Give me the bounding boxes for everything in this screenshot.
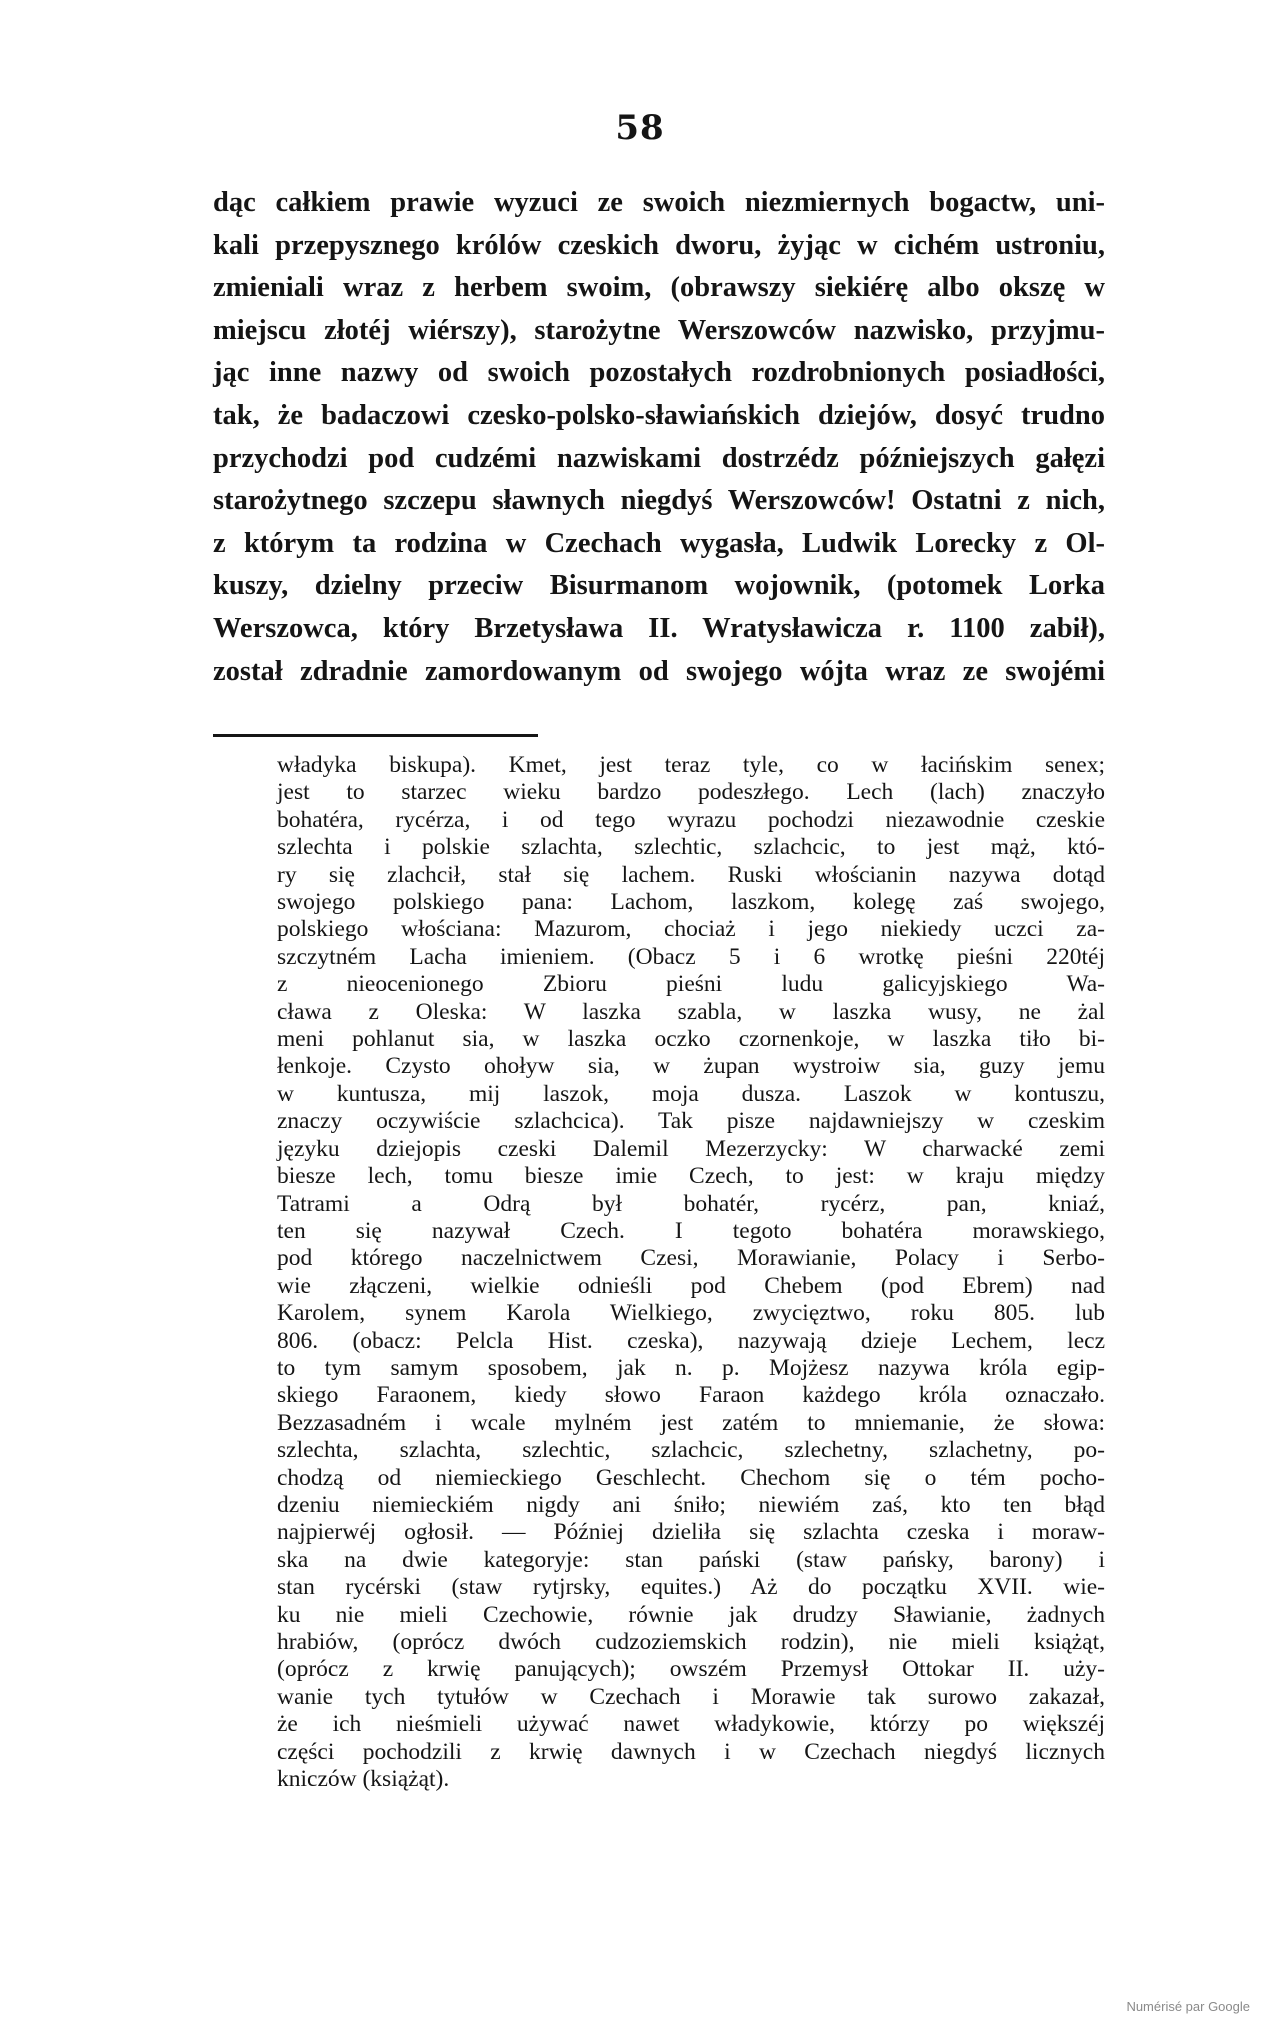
main-line: jąc inne nazwy od swoich pozostałych rozdrobnionych posiadłości, <box>213 357 1105 389</box>
footnote-line: Bezzasadném i wcale mylném jest zatém to mniemanie, że słowa: <box>277 1409 1105 1436</box>
footnote-line: ska na dwie kategoryje: stan pański (staw pańsky, barony) i <box>277 1546 1105 1573</box>
footnote-line: chodzą od niemieckiego Geschlecht. Chechom się o tém pocho- <box>277 1464 1105 1491</box>
footnote-line: 806. (obacz: Pelcla Hist. czeska), nazywają dzieje Lechem, lecz <box>277 1327 1105 1354</box>
footnote <box>277 752 1105 1793</box>
footnote-line: biesze lech, tomu biesze imie Czech, to jest: w kraju między <box>277 1163 1105 1190</box>
footnote-line: szczytném Lacha imieniem. (Obacz 5 i 6 wrotkę pieśni 220téj <box>277 943 1105 970</box>
footnote-line: języku dziejopis czeski Dalemil Mezerzycky: W charwacké zemi <box>277 1135 1105 1162</box>
footnote-line: dzeniu niemieckiém nigdy ani śniło; niewiém zaś, kto ten błąd <box>277 1491 1105 1518</box>
main-line: kuszy, dzielny przeciw Bisurmanom wojownik, (potomek Lorka <box>213 570 1105 602</box>
footnote-line: polskiego włościana: Mazurom, chociaż i jego niekiedy uczci za- <box>277 916 1105 943</box>
footnote-line: ku nie mieli Czechowie, równie jak drudzy Sławianie, żadnych <box>277 1601 1105 1628</box>
main-text <box>213 182 1105 693</box>
footnote-line: bohatéra, rycérza, i od tego wyrazu pochodzi niezawodnie czeskie <box>277 806 1105 833</box>
footnote-line: ry się zlachcił, stał się lachem. Ruski włościanin nazywa dotąd <box>277 861 1105 888</box>
footnote-line: stan rycérski (staw rytjrsky, equites.) Aż do początku XVII. wie- <box>277 1574 1105 1601</box>
footnote-line: jest to starzec wieku bardzo podeszłego. Lech (lach) znaczyło <box>277 779 1105 806</box>
footnote-line: kniczów (książąt). <box>277 1766 450 1793</box>
footnote-line: cława z Oleska: W laszka szabla, w laszka wusy, ne żal <box>277 998 1105 1025</box>
main-line: z którym ta rodzina w Czechach wygasła, Ludwik Lorecky z Ol- <box>213 527 1105 559</box>
main-line: przychodzi pod cudzémi nazwiskami dostrzédz późniejszych gałęzi <box>213 442 1105 474</box>
footnote-line: szlechta, szlachta, szlechtic, szlachcic, szlechetny, szlachetny, po- <box>277 1437 1105 1464</box>
main-line: starożytnego szczepu sławnych niegdyś Werszowców! Ostatni z nich, <box>213 485 1105 517</box>
footnote-line: znaczy oczywiście szlachcica). Tak pisze najdawniejszy w czeskim <box>277 1108 1105 1135</box>
main-line: tak, że badaczowi czesko-polsko-sławiańskich dziejów, dosyć trudno <box>213 399 1105 431</box>
watermark: Numérisé par Google <box>1126 1999 1250 2014</box>
footnote-line: władyka biskupa). Kmet, jest teraz tyle, co w łacińskim senex; <box>277 752 1105 778</box>
page-number: 58 <box>615 108 665 148</box>
main-line: kali przepysznego królów czeskich dworu, żyjąc w cichém ustroniu, <box>213 229 1105 261</box>
footnote-line: łenkoje. Czysto ohoływ sia, w żupan wystroiw sia, guzy jemu <box>277 1053 1105 1080</box>
footnote-line: że ich nieśmieli używać nawet władykowie, którzy po większéj <box>277 1711 1105 1738</box>
footnote-line: wie złączeni, wielkie odnieśli pod Chebem (pod Ebrem) nad <box>277 1272 1105 1299</box>
footnote-line: to tym samym sposobem, jak n. p. Mojżesz nazywa króla egip- <box>277 1354 1105 1381</box>
footnote-line: meni pohlanut sia, w laszka oczko czornenkoje, w laszka tiło bi- <box>277 1026 1105 1053</box>
footnote-line: (oprócz z krwię panujących); owszém Przemysł Ottokar II. uży- <box>277 1656 1105 1683</box>
main-line: został zdradnie zamordowanym od swojego wójta wraz ze swojémi <box>213 655 1105 687</box>
footnote-line: szlechta i polskie szlachta, szlechtic, szlachcic, to jest mąż, któ- <box>277 834 1105 861</box>
footnote-line: pod którego naczelnictwem Czesi, Morawianie, Polacy i Serbo- <box>277 1245 1105 1272</box>
main-line: Werszowca, który Brzetysława II. Wratysławicza r. 1100 zabił), <box>213 612 1105 644</box>
main-line: zmieniali wraz z herbem swoim, (obrawszy siekiérę albo okszę w <box>213 272 1105 304</box>
main-line: dąc całkiem prawie wyzuci ze swoich niezmiernych bogactw, uni- <box>213 187 1105 218</box>
footnote-divider <box>213 734 538 737</box>
footnote-line: Karolem, synem Karola Wielkiego, zwycięztwo, roku 805. lub <box>277 1300 1105 1327</box>
footnote-line: swojego polskiego pana: Lachom, laszkom, kolegę zaś swojego, <box>277 889 1105 916</box>
footnote-line: najpierwéj ogłosił. — Później dzieliła się szlachta czeska i moraw- <box>277 1519 1105 1546</box>
main-line: miejscu złotéj wiérszy), starożytne Werszowców nazwisko, przyjmu- <box>213 314 1105 346</box>
footnote-line: wanie tych tytułów w Czechach i Morawie tak surowo zakazał, <box>277 1683 1105 1710</box>
footnote-line: ten się nazywał Czech. I tegoto bohatéra morawskiego, <box>277 1217 1105 1244</box>
footnote-line: części pochodzili z krwię dawnych i w Czechach niegdyś licznych <box>277 1738 1105 1765</box>
footnote-line: w kuntusza, mij laszok, moja dusza. Laszok w kontuszu, <box>277 1080 1105 1107</box>
footnote-line: Tatrami a Odrą był bohatér, rycérz, pan, kniaź, <box>277 1190 1105 1217</box>
footnote-line: hrabiów, (oprócz dwóch cudzoziemskich rodzin), nie mieli książąt, <box>277 1629 1105 1655</box>
footnote-line: z nieocenionego Zbioru pieśni ludu galicyjskiego Wa- <box>277 971 1105 998</box>
footnote-line: skiego Faraonem, kiedy słowo Faraon każdego króla oznaczało. <box>277 1382 1105 1409</box>
